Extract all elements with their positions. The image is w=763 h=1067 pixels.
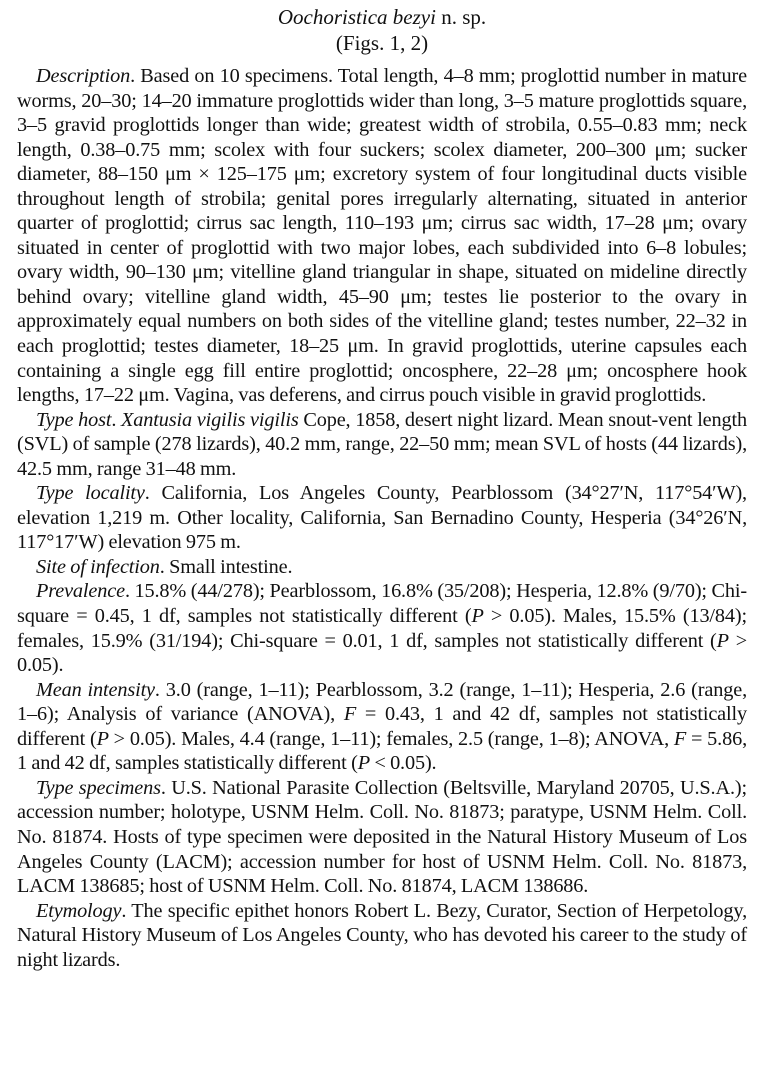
prevalence-text: > 0.05).	[17, 629, 747, 677]
mean-intensity-text: > 0.05). Males, 4.4 (range, 1–11); females, 2.5 (range, 1–8); ANOVA,	[108, 727, 674, 750]
f-statistic-symbol: F	[343, 703, 357, 726]
prevalence-text: . 15.8% (44/278); Pearblossom, 16.8% (35/208); Hesperia, 12.8% (9/70); Chi-square = 0.45, 1 df, samples not statistically different (	[17, 580, 747, 628]
type-locality-text: . California, Los Angeles County, Pearblossom (34°27′N, 117°54′W), elevation 1,219 m. Other locality, California, San Bernadino County, Hesperia (34°26′N, 117°17′W) elevation 975 m.	[17, 482, 747, 554]
figure-reference: (Figs. 1, 2)	[335, 31, 429, 55]
mean-intensity-text: = 0.43, 1 and 42 df, samples not statistically different (	[17, 703, 747, 750]
type-host-name: Xantusia vigilis vigilis	[121, 408, 299, 431]
p-value-symbol: P	[96, 727, 109, 750]
mean-intensity-text: = 5.86, 1 and 42 df, samples statistically different (	[17, 727, 747, 775]
site-of-infection-text: . Small intestine.	[159, 555, 293, 578]
p-value-symbol: P	[471, 605, 484, 628]
etymology-text: . The specific epithet honors Robert L. Bezy, Curator, Section of Herpetology, Natural History Museum of Los Angeles County, who has devoted his career to the study of night lizards.	[17, 899, 747, 971]
species-account	[17, 64, 747, 972]
site-of-infection-heading: Site of infection	[36, 555, 160, 578]
species-title	[17, 4, 747, 30]
prevalence-paragraph	[17, 579, 747, 677]
prevalence-text: > 0.05). Males, 15.5% (13/84); females, 15.9% (31/194); Chi-square = 0.01, 1 df, samples not statistically different (	[17, 605, 747, 652]
etymology-heading: Etymology	[36, 899, 122, 922]
description-paragraph	[17, 64, 747, 408]
type-specimens-paragraph	[17, 776, 747, 899]
f-statistic-symbol: F	[673, 727, 687, 750]
species-genus: Oochoristica	[277, 5, 388, 29]
site-of-infection-paragraph	[17, 555, 747, 580]
species-status: n. sp.	[435, 5, 487, 29]
etymology-paragraph	[17, 899, 747, 973]
type-host-paragraph	[17, 408, 747, 482]
type-specimens-heading: Type specimens	[36, 776, 161, 799]
species-heading	[17, 0, 747, 56]
type-host-text: Cope, 1858, desert night lizard. Mean snout-vent length (SVL) of sample (278 lizards), 40.2 mm, range, 22–50 mm; mean SVL of hosts (44 lizards), 42.5 mm, range 31–48 mm.	[17, 408, 747, 480]
type-locality-heading: Type locality	[36, 482, 145, 505]
species-epithet: bezyi	[392, 5, 436, 29]
description-heading: Description	[36, 65, 131, 87]
p-value-symbol: P	[357, 752, 370, 775]
mean-intensity-text: < 0.05).	[369, 752, 437, 775]
p-value-symbol: P	[716, 629, 729, 652]
prevalence-heading: Prevalence	[36, 580, 125, 603]
mean-intensity-paragraph	[17, 678, 747, 776]
mean-intensity-text: . 3.0 (range, 1–11); Pearblossom, 3.2 (range, 1–11); Hesperia, 2.6 (range, 1–6); Analysis of variance (ANOVA),	[17, 678, 747, 726]
mean-intensity-heading: Mean intensity	[36, 678, 155, 701]
description-text: . Based on 10 specimens. Total length, 4–8 mm; proglottid number in mature worms, 20–30; 14–20 immature proglottids wider than long, 3–5 mature proglottids square, 3–5 gravid proglottids longer than wide; greatest width of strobila, 0.55–0.83 mm; neck length, 0.38–0.75 mm; scolex with four suckers; scolex diameter, 200–300 μm; sucker diameter, 88–150 μm × 125–175 μm; excretory system of four longitudinal ducts visible throughout length of strobila; genital pores irregularly alternating, situated in anterior quarter of proglottid; cirrus sac length, 110–193 μm; cirrus sac width, 17–28 μm; ovary situated in center of proglottid with two major lobes, each subdivided into 6–8 lobules; ovary width, 90–130 μm; vitelline gland triangular in shape, situated on mideline directly behind ovary; vitelline gland width, 45–90 μm; testes lie posterior to the ovary in approximately equal numbers on both sides of the vitelline gland; testes number, 22–32 in each proglottid; testes diameter, 18–25 μm. In gravid proglottids, uterine capsules each containing a single egg fill entire proglottid; oncosphere, 22–28 μm; oncosphere hook lengths, 17–22 μm. Vagina, vas deferens, and cirrus pouch visible in gravid proglottids.	[17, 65, 747, 407]
type-host-separator: .	[111, 408, 122, 431]
type-host-heading: Type host	[36, 408, 112, 431]
type-specimens-text: . U.S. National Parasite Collection (Beltsville, Maryland 20705, U.S.A.); accession number; holotype, USNM Helm. Coll. No. 81873; paratype, USNM Helm. Coll. No. 81874. Hosts of type specimen were deposited in the Natural History Museum of Los Angeles County (LACM); accession number for host of USNM Helm. Coll. No. 81873, LACM 138685; host of USNM Helm. Coll. No. 81874, LACM 138686.	[17, 776, 747, 898]
type-locality-paragraph	[17, 481, 747, 555]
